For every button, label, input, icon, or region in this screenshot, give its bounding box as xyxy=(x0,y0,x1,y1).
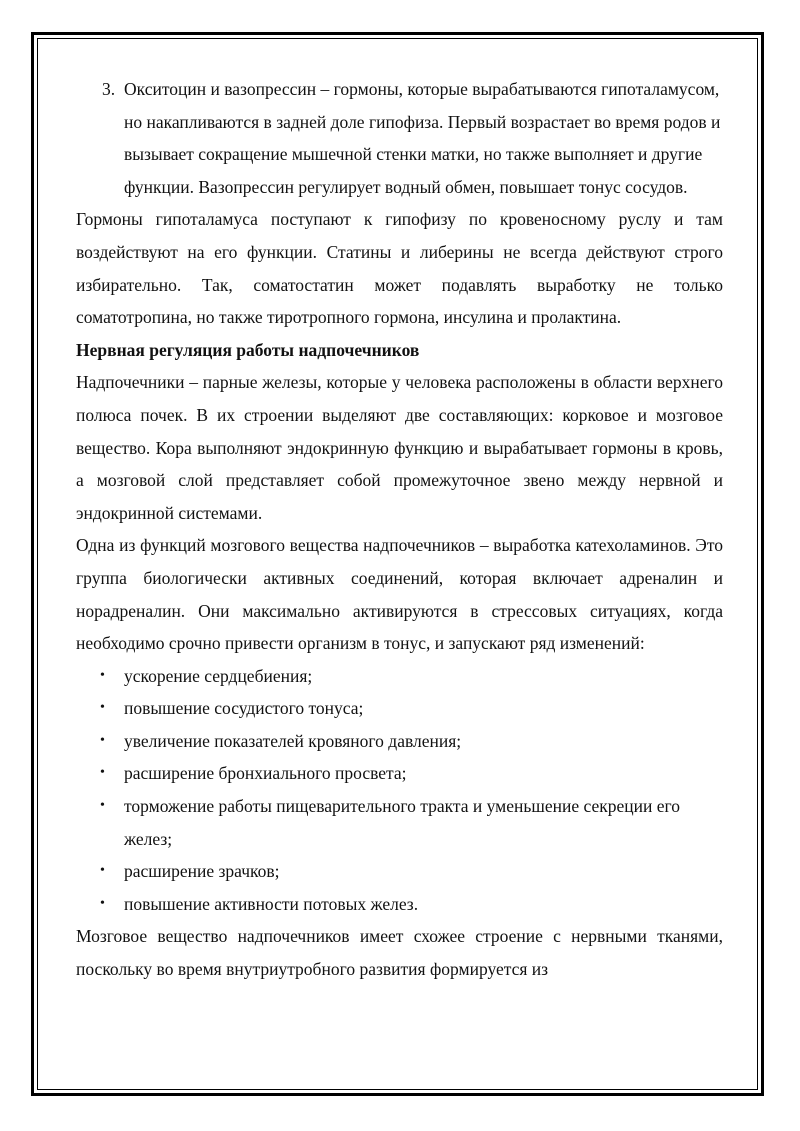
bullet-icon: • xyxy=(100,895,105,911)
bullet-icon: • xyxy=(100,667,105,683)
list-item-text: Окситоцин и вазопрессин – гормоны, которые вырабатываются гипоталамусом, но накапливаются в задней доле гипофиза. Первый возрастает во время родов и вызывает сокращение мышечной стенки матки, но также выполняет и другие функции. Вазопрессин регулирует водный обмен, повышает тонус сосудов. xyxy=(124,79,721,197)
paragraph: Одна из функций мозгового вещества надпочечников – выработка катехоламинов. Это группа биологически активных соединений, которая включает адреналин и норадреналин. Они максимально активируются в стрессовых ситуациях, когда необходимо срочно привести организм в тонус, и запускают ряд изменений: xyxy=(76,535,723,654)
list-item: • увеличение показателей кровяного давления; xyxy=(76,725,723,758)
list-item: • расширение зрачков; xyxy=(76,855,723,888)
list-item: • ускорение сердцебиения; xyxy=(76,660,723,693)
bullet-icon: • xyxy=(100,732,105,748)
list-number: 3. xyxy=(102,79,116,99)
bullet-icon: • xyxy=(100,700,105,716)
list-item: • торможение работы пищеварительного тракта и уменьшение секреции его желез; xyxy=(76,790,723,855)
bullet-icon: • xyxy=(100,798,105,814)
document-body xyxy=(76,73,723,986)
list-item: • повышение активности потовых желез. xyxy=(76,888,723,921)
section-heading: Нервная регуляция работы надпочечников xyxy=(76,339,420,360)
list-item: • расширение бронхиального просвета; xyxy=(76,757,723,790)
paragraph: Надпочечники – парные железы, которые у человека расположены в области верхнего полюса почек. В их строении выделяют две составляющих: корковое и мозговое вещество. Кора выполняют эндокринную функцию и вырабатывает гормоны в кровь, а мозговой слой представляет собой промежуточное звено между нервной и эндокринной системами. xyxy=(76,372,723,523)
paragraph: Мозговое вещество надпочечников имеет схожее строение с нервными тканями, поскольку во время внутриутробного развития формируется из xyxy=(76,926,723,980)
bullet-list xyxy=(76,660,723,921)
bullet-icon: • xyxy=(100,765,105,781)
bullet-icon: • xyxy=(100,863,105,879)
paragraph: Гормоны гипоталамуса поступают к гипофизу по кровеносному руслу и там воздействуют на его функции. Статины и либерины не всегда действуют строго избирательно. Так, соматостатин может подавлять выработку не только соматотропина, но также тиротропного гормона, инсулина и пролактина. xyxy=(76,209,723,328)
numbered-list-item xyxy=(76,73,723,203)
list-item: • повышение сосудистого тонуса; xyxy=(76,692,723,725)
